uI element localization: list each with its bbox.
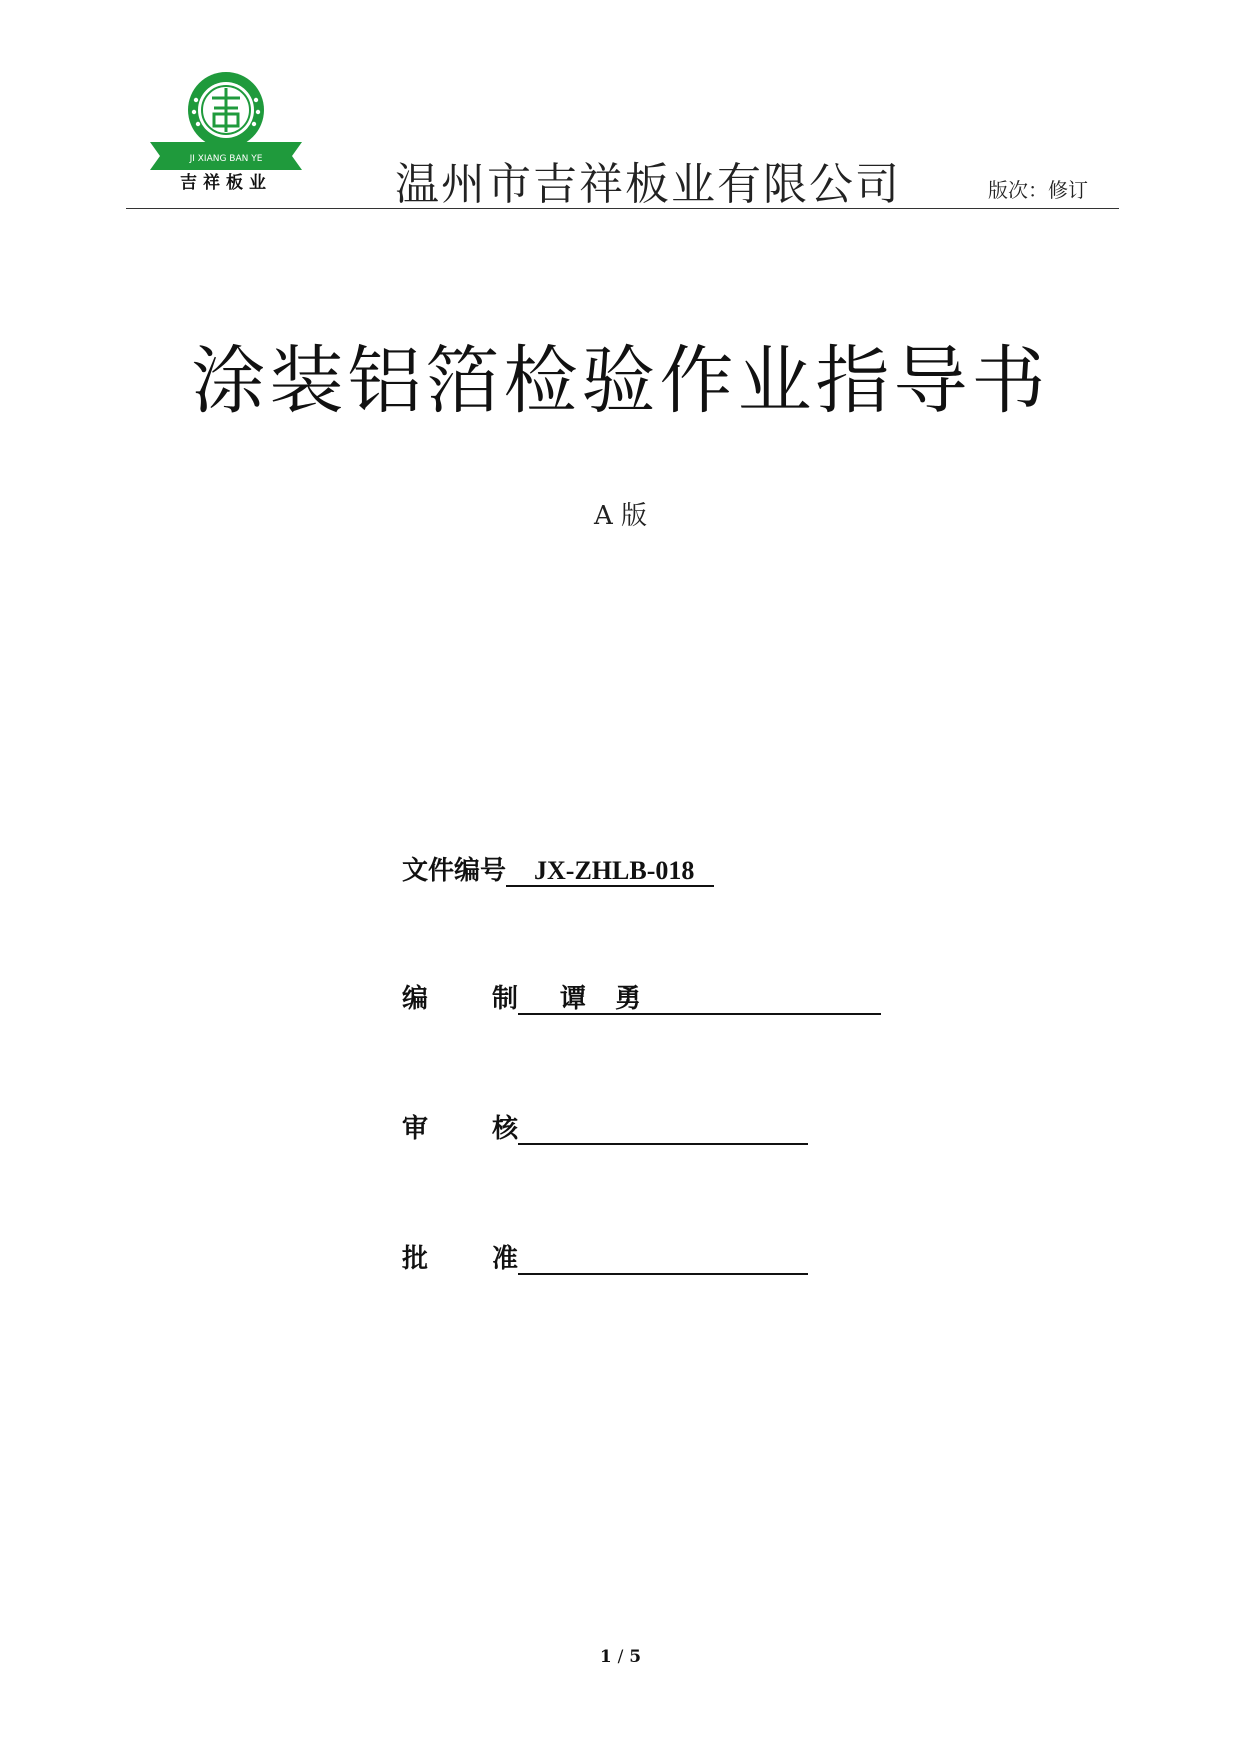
editor-label-char-2: 制 bbox=[491, 984, 518, 1014]
approve-field bbox=[402, 1238, 808, 1275]
company-name: 温州市吉祥板业有限公司 bbox=[395, 159, 901, 210]
review-label-char-2: 核 bbox=[491, 1114, 518, 1144]
total-pages: 5 bbox=[629, 1647, 642, 1667]
page-separator: / bbox=[617, 1647, 624, 1667]
editor-value: 谭 勇 bbox=[518, 983, 881, 1015]
doc-number-field bbox=[402, 850, 714, 887]
approve-label-char-2: 准 bbox=[491, 1244, 518, 1274]
document-title: 涂装铝箔检验作业指导书 bbox=[191, 338, 1050, 424]
doc-number-value: JX-ZHLB-018 bbox=[506, 855, 714, 887]
approve-value bbox=[518, 1243, 808, 1275]
logo-name: 吉祥板业 bbox=[180, 173, 272, 192]
logo-pinyin: JI XIANG BAN YE bbox=[189, 154, 263, 164]
edition-label: A 版 bbox=[593, 501, 648, 531]
review-value bbox=[518, 1113, 808, 1145]
review-label bbox=[402, 1108, 518, 1145]
current-page: 1 bbox=[599, 1647, 612, 1667]
version-label: 版次：修订 bbox=[988, 178, 1088, 202]
doc-number-label: 文件编号 bbox=[402, 856, 507, 886]
header-rule bbox=[126, 208, 1119, 209]
approve-label bbox=[402, 1238, 518, 1275]
editor-field bbox=[402, 978, 881, 1015]
editor-label bbox=[402, 978, 518, 1015]
page-number bbox=[0, 1647, 1241, 1667]
company-logo bbox=[150, 70, 302, 192]
review-field bbox=[402, 1108, 808, 1145]
review-label-char-1: 审 bbox=[402, 1114, 429, 1144]
approve-label-char-1: 批 bbox=[402, 1244, 429, 1274]
editor-label-char-1: 编 bbox=[402, 984, 429, 1014]
